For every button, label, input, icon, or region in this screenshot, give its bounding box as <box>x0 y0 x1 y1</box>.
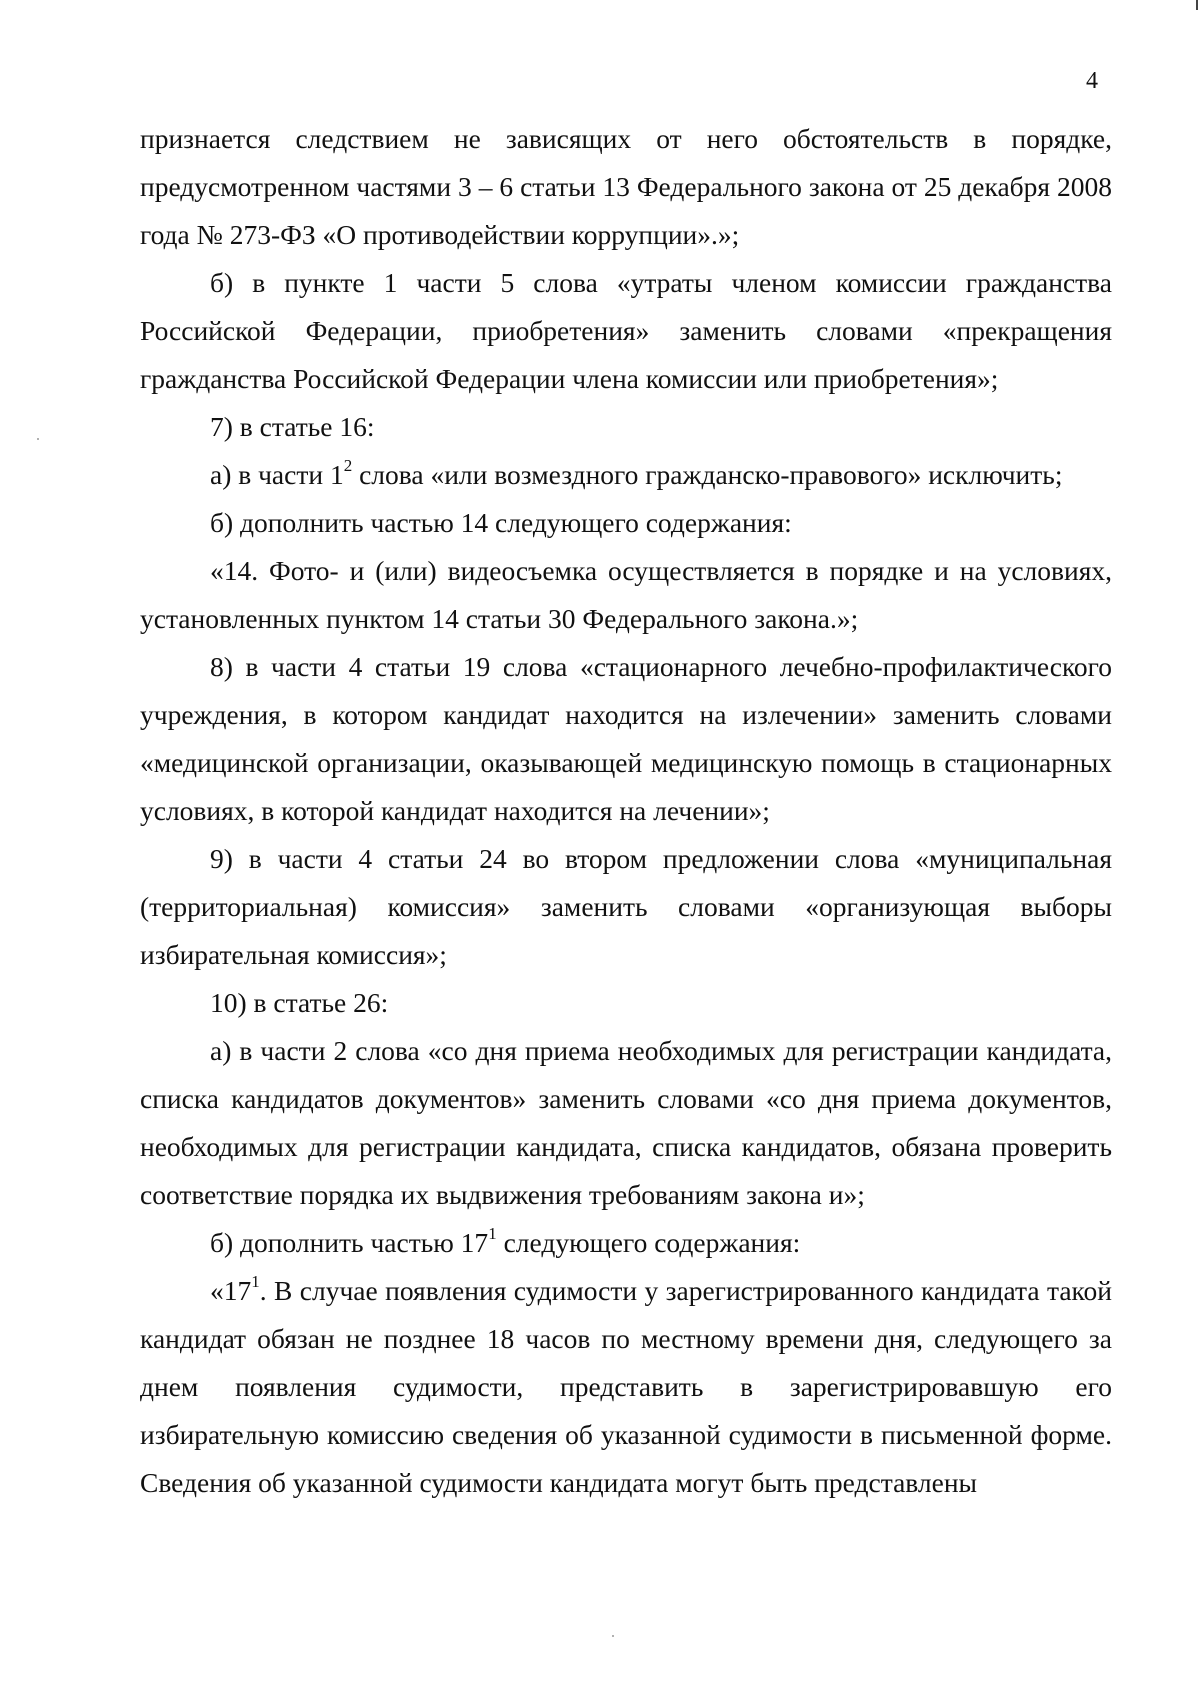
paragraph-item-9: 9) в части 4 статьи 24 во втором предложении слова «муниципальная (территориальная) комиссия» заменить словами «организующая выборы избирательная комиссия»; <box>140 843 1112 970</box>
paragraph-item-7b: б) дополнить частью 14 следующего содержания: <box>210 507 792 538</box>
paragraph-item-7a-after: слова «или возмездного гражданско-правового» исключить; <box>352 459 1063 490</box>
paragraph-quote-17-1-after: . В случае появления судимости у зарегистрированного кандидата такой кандидат обязан не позднее 18 часов по местному времени дня, следующего за днем появления судимости, представить в зарегистрировавшую его избирательную комиссию сведения об указанной судимости в письменной форме. Сведения об указанной судимости кандидата могут быть представлены <box>140 1275 1112 1498</box>
paragraph-item-8: 8) в части 4 статьи 19 слова «стационарного лечебно-профилактического учреждения, в котором кандидат находится на излечении» заменить словами «медицинской организации, оказывающей медицинскую помощь в стационарных условиях, в которой кандидат находится на лечении»; <box>140 651 1112 826</box>
superscript: 2 <box>343 456 353 475</box>
superscript: 1 <box>251 1272 260 1291</box>
paragraph-quote-17-1 <box>140 1267 1112 1507</box>
paragraph-item-6b: б) в пункте 1 части 5 слова «утраты членом комиссии гражданства Российской Федерации, приобретения» заменить словами «прекращения гражданства Российской Федерации члена комиссии или приобретения»; <box>140 267 1112 394</box>
superscript: 1 <box>488 1224 497 1243</box>
scan-edge-mark <box>1196 0 1198 10</box>
paragraph-item-7: 7) в статье 16: <box>210 411 375 442</box>
paragraph-quote-14: «14. Фото- и (или) видеосъемка осуществляется в порядке и на условиях, установленных пунктом 14 статьи 30 Федерального закона.»; <box>140 555 1112 634</box>
document-body <box>140 115 1112 1507</box>
paragraph-continuation: признается следствием не зависящих от него обстоятельств в порядке, предусмотренном частями 3 – 6 статьи 13 Федерального закона от 25 декабря 2008 года № 273-ФЗ «О противодействии коррупции».»; <box>140 123 1112 250</box>
paragraph-item-10b-before: б) дополнить частью 17 <box>210 1227 489 1258</box>
paragraph-item-10b-after: следующего содержания: <box>496 1227 801 1258</box>
paragraph-quote-17-1-before: «17 <box>210 1275 252 1306</box>
paragraph-item-10b <box>140 1219 1112 1267</box>
paragraph-item-10: 10) в статье 26: <box>210 987 389 1018</box>
paragraph-item-10a: а) в части 2 слова «со дня приема необходимых для регистрации кандидата, списка кандидатов документов» заменить словами «со дня приема документов, необходимых для регистрации кандидата, списка кандидатов, обязана проверить соответствие порядка их выдвижения требованиям закона и»; <box>140 1035 1112 1210</box>
scan-speck <box>612 1635 614 1637</box>
scan-speck <box>37 438 39 440</box>
paragraph-item-7a-before: а) в части 1 <box>210 459 344 490</box>
paragraph-item-7a <box>140 451 1112 499</box>
page-number: 4 <box>1086 68 1098 94</box>
